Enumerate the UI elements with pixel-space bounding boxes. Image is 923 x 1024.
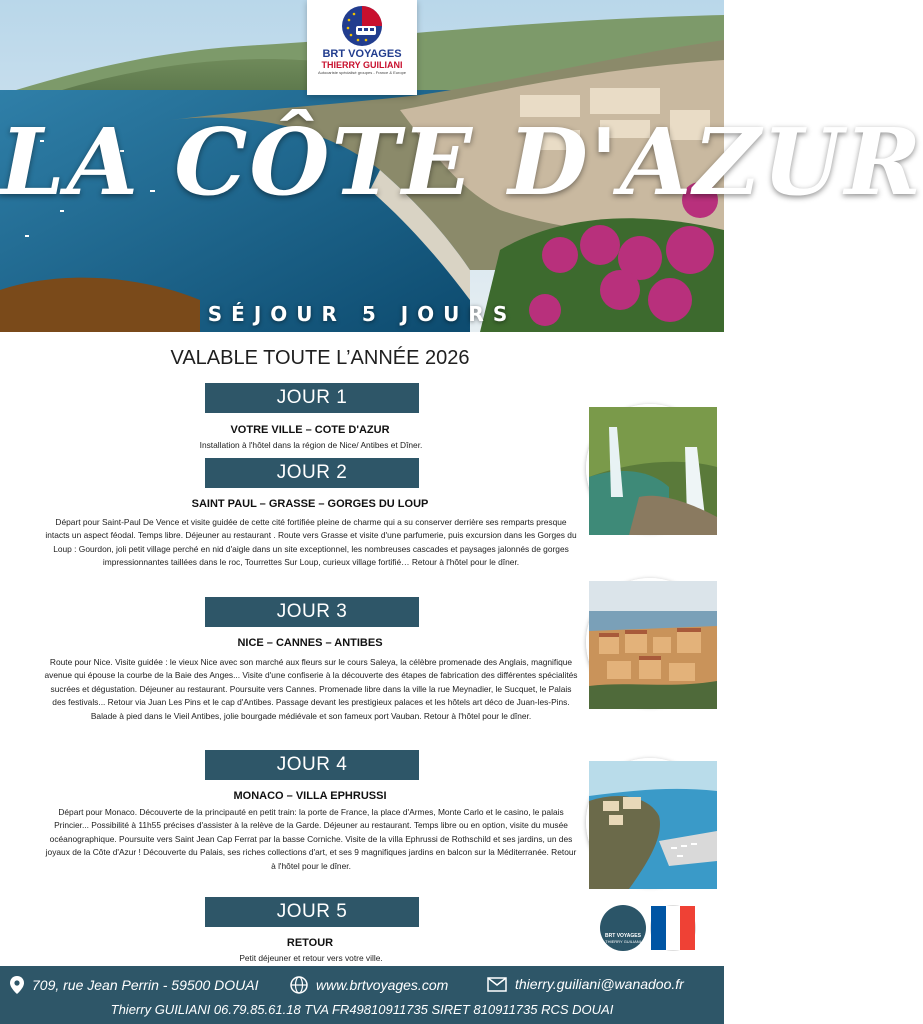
footer-legal-info: Thierry GUILIANI 06.79.85.61.18 TVA FR49810911735 SIRET 810911735 RCS DOUAI bbox=[110, 1002, 614, 1017]
logo-tagline: Autocariste spécialisé groupes - France & Europe bbox=[317, 70, 407, 75]
footer-website-link[interactable]: www.brtvoyages.com bbox=[316, 977, 449, 993]
day-1-title: VOTRE VILLE – COTE D'AZUR bbox=[230, 424, 390, 436]
day-5-banner: JOUR 5 bbox=[205, 897, 419, 927]
day-1-banner: JOUR 1 bbox=[205, 383, 419, 413]
day-3-title: NICE – CANNES – ANTIBES bbox=[237, 637, 383, 649]
day-2-banner: JOUR 2 bbox=[205, 458, 419, 488]
footer bbox=[0, 966, 724, 1024]
day-4-description: Départ pour Monaco. Découverte de la principauté en petit train: la porte de France, la place d'Armes, Monte Carlo et le casino, le palais Princier... Possibilité à 11h55 précises d'assister à la relève de la Garde. Déjeuner au restaurant. Temps libre ou en option, visite du musée océanographique. Poursuite vers Saint Jean Cap Ferrat par la basse Corniche. Visite de la villa Ephrussi de Rothschild et ses jardins, un des joyaux de la Côte d'Azur ! Découverte du Palais, ses riches collections d'art, et ses 9 magnifiques jardins en balcon sur la Méditerranée. Retour à l'hôtel pour le dîner. bbox=[45, 807, 577, 871]
footer-website[interactable] bbox=[290, 976, 448, 994]
footer-address-text: 709, rue Jean Perrin - 59500 DOUAI bbox=[32, 977, 259, 993]
logo-brand-name: BRT VOYAGES bbox=[322, 48, 402, 60]
footer-address bbox=[10, 976, 258, 994]
day-1-description: Installation à l'hôtel dans la région de Nice/ Antibes et Dîner. bbox=[199, 440, 423, 450]
brand-badge-logo bbox=[600, 905, 646, 951]
day-5-title: RETOUR bbox=[286, 937, 334, 949]
waterfall-photo bbox=[586, 404, 714, 532]
badge-owner-name: THIERRY GUILIANI bbox=[605, 939, 641, 944]
badge-brand-name: BRT VOYAGES bbox=[605, 933, 641, 939]
validity-heading: VALABLE TOUTE L’ANNÉE 2026 bbox=[170, 347, 470, 369]
day-2-description: Départ pour Saint-Paul De Vence et visite guidée de cette cité fortifiée pleine de charme qui a su conserver derrière ses remparts presque intacts un aspect féodal. Temps libre. Déjeuner au restaurant . Route vers Grasse et visite d'une parfumerie, puis excursion dans les Gorges du Loup : Gourdon, joli petit village perché en nid d'aigle dans un site exceptionnel, les nombreuses cascades et paysages jalonnés de gorges impressionnantes taillées dans le roc, Tourrettes Sur Loup, curieux village fortifié… Retour à l'hôtel pour le dîner. bbox=[45, 517, 577, 568]
day-4-title: MONACO – VILLA EPHRUSSI bbox=[233, 790, 387, 802]
day-3-description: Route pour Nice. Visite guidée : le vieux Nice avec son marché aux fleurs sur le cours Saleya, la célèbre promenade des Anglais, magnifique avenue qui épouse la courbe de la Baie des Anges... Visite d'une confiserie à la découverte des étapes de fabrication des différentes spécialités sucrées et dégustation. Déjeuner au restaurant. Poursuite vers Cannes. Promenade libre dans la ville la rue Meynadier, le Sucquet, le Palais des festivals... Retour via Juan Les Pins et le cap d'Antibes. Passage devant les prestigieux palaces et les hôtels art déco de Juan-les-Pins. Balade à pied dans le Vieil Antibes, jolie bourgade médiévale et son fameux port Vauban. Retour à l'hôtel pour le dîner. bbox=[44, 657, 578, 721]
day-3-banner: JOUR 3 bbox=[205, 597, 419, 627]
page-title: LA CÔTE D'AZUR bbox=[0, 108, 923, 216]
french-flag-icon bbox=[650, 905, 696, 951]
brand-logo[interactable] bbox=[307, 0, 417, 95]
day-4-banner: JOUR 4 bbox=[205, 750, 419, 780]
monaco-photo bbox=[586, 758, 714, 886]
globe-icon bbox=[290, 976, 308, 994]
logo-owner-name: THIERRY GUILIANI bbox=[321, 60, 403, 70]
page-subtitle: SÉJOUR 5 JOURS bbox=[207, 302, 517, 326]
hero-banner bbox=[0, 0, 923, 332]
day-5-description: Petit déjeuner et retour vers votre ville. bbox=[239, 953, 383, 963]
envelope-icon bbox=[487, 977, 507, 992]
globe-logo-icon bbox=[340, 4, 384, 48]
location-pin-icon bbox=[10, 976, 24, 994]
footer-email[interactable] bbox=[487, 976, 684, 992]
footer-email-link[interactable]: thierry.guiliani@wanadoo.fr bbox=[515, 976, 684, 992]
day-2-title: SAINT PAUL – GRASSE – GORGES DU LOUP bbox=[191, 498, 429, 510]
village-photo bbox=[586, 578, 714, 706]
